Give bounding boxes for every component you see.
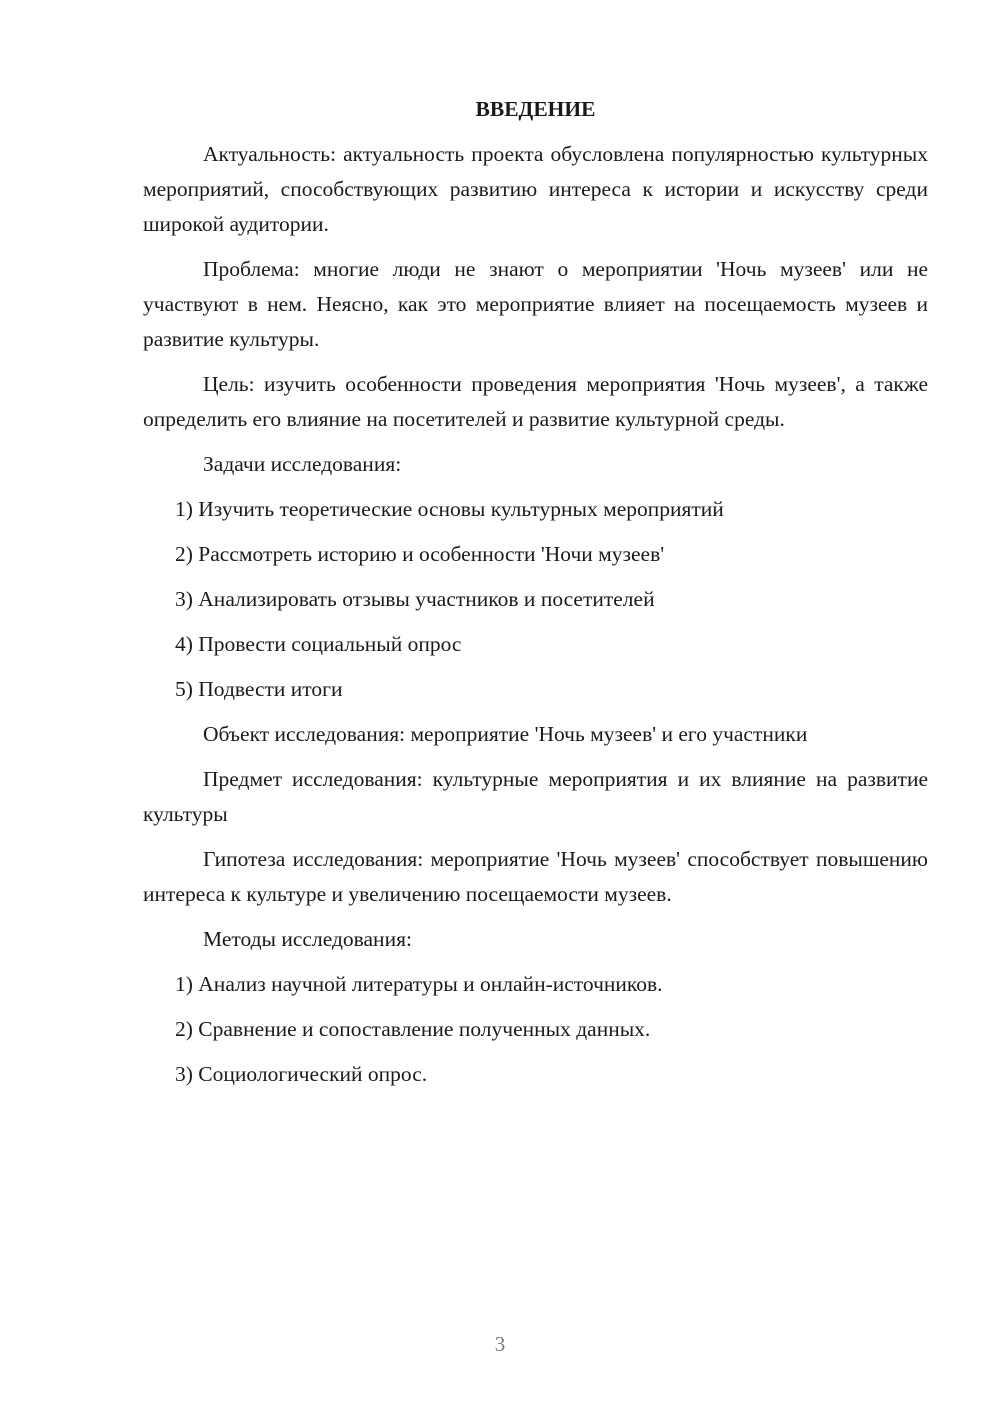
task-item: 3) Анализировать отзывы участников и посетителей [175, 587, 655, 611]
method-item: 3) Социологический опрос. [175, 1062, 428, 1086]
methods-label: Методы исследования: [203, 927, 412, 951]
method-item: 2) Сравнение и сопоставление полученных данных. [175, 1017, 651, 1041]
task-item: 1) Изучить теоретические основы культурных мероприятий [175, 497, 724, 521]
task-item: 2) Рассмотреть историю и особенности 'Ночи музеев' [175, 542, 665, 566]
relevance-paragraph: Актуальность: актуальность проекта обусловлена популярностью культурных мероприятий, способствующих развитию интереса к истории и искусству среди широкой аудитории. [143, 142, 928, 236]
subject-paragraph: Предмет исследования: культурные мероприятия и их влияние на развитие культуры [143, 767, 928, 826]
document-page [143, 92, 928, 1102]
method-item: 1) Анализ научной литературы и онлайн-источников. [175, 972, 663, 996]
task-item: 5) Подвести итоги [175, 677, 343, 701]
object-paragraph: Объект исследования: мероприятие 'Ночь музеев' и его участники [203, 722, 808, 746]
task-item: 4) Провести социальный опрос [175, 632, 462, 656]
section-heading: ВВЕДЕНИЕ [475, 97, 596, 121]
page-number: 3 [494, 1332, 506, 1356]
problem-paragraph: Проблема: многие люди не знают о мероприятии 'Ночь музеев' или не участвуют в нем. Неясно, как это мероприятие влияет на посещаемость музеев и развитие культуры. [143, 257, 928, 351]
goal-paragraph: Цель: изучить особенности проведения мероприятия 'Ночь музеев', а также определить его влияние на посетителей и развитие культурной среды. [143, 372, 928, 431]
tasks-label: Задачи исследования: [203, 452, 402, 476]
hypothesis-paragraph: Гипотеза исследования: мероприятие 'Ночь музеев' способствует повышению интереса к культуре и увеличению посещаемости музеев. [143, 847, 928, 906]
